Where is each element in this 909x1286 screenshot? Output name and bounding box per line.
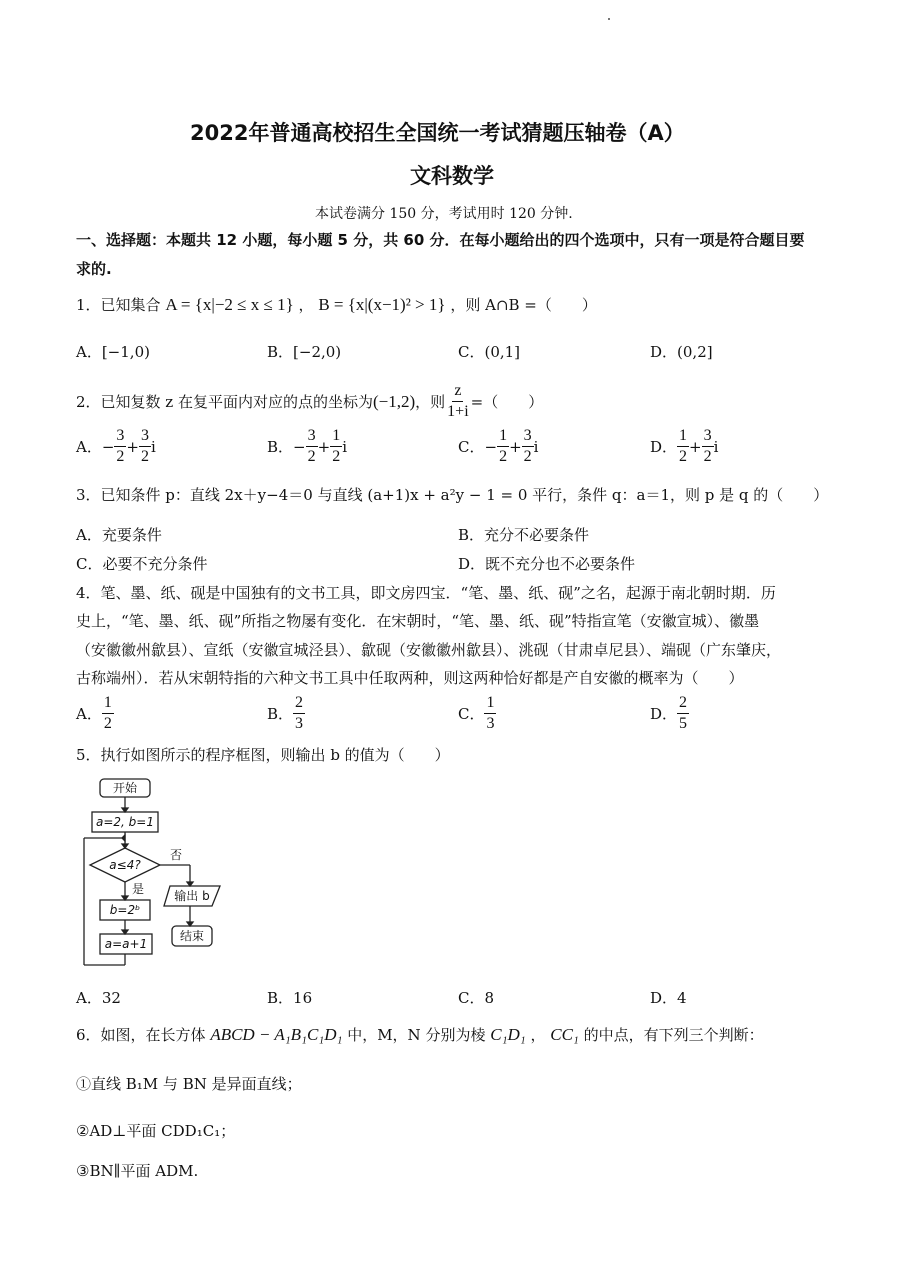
question-4-line-3: （安徽徽州歙县）、宣纸（安徽宣城泾县）、歙砚（安徽徽州歙县）、洮砚（甘肃卓尼县）、端砚（广东肇庆， bbox=[76, 641, 782, 659]
section-heading-cont: 求的. bbox=[76, 260, 112, 278]
q5-option-c: C．8 bbox=[458, 989, 495, 1007]
q1-sep: ， bbox=[298, 296, 314, 314]
q2-option-a: A． − $\frac{3}{2}$ + $\frac{3}{2}$ i bbox=[76, 427, 156, 465]
q2-text-b: ，则 bbox=[415, 393, 446, 411]
q4-option-c: C． $\frac{1}{3}$ bbox=[458, 694, 495, 732]
q1-set-b: B = {x|(x−1)² > 1} bbox=[318, 295, 446, 314]
q4-option-b: B． $\frac{2}{3}$ bbox=[267, 694, 304, 732]
q1-option-d: D．(0,2] bbox=[650, 343, 713, 361]
q2-fraction: $\frac{z}{1+i}$ bbox=[447, 382, 469, 420]
question-4-line-4: 古称端州）．若从宋朝特指的六种文书工具中任取两种，则这两种恰好都是产自安徽的概率为（ ） bbox=[76, 669, 744, 687]
q3-option-c: C．必要不充分条件 bbox=[76, 555, 208, 573]
q2-tail: =（ ） bbox=[470, 393, 544, 411]
q2-option-d: D． $\frac{1}{2}$ + $\frac{3}{2}$ i bbox=[650, 427, 719, 465]
q6-text: 6．如图，在长方体 bbox=[76, 1026, 206, 1044]
q4-option-a: A． $\frac{1}{2}$ bbox=[76, 694, 112, 732]
q2-text: 2．已知复数 z 在复平面内对应的点的坐标为 bbox=[76, 393, 373, 411]
flow-yes: 是 bbox=[132, 882, 145, 896]
question-5: 5．执行如图所示的程序框图，则输出 b 的值为（ ） bbox=[76, 746, 450, 764]
q6-edge-1: C₁D₁ bbox=[490, 1025, 526, 1044]
flow-end: 结束 bbox=[179, 929, 205, 943]
question-1 bbox=[76, 294, 597, 315]
q2-option-b: B． − $\frac{3}{2}$ + $\frac{1}{2}$ i bbox=[267, 427, 347, 465]
q1-tail: ，则 A∩B =（ ） bbox=[450, 296, 597, 314]
q3-option-b: B．充分不必要条件 bbox=[458, 526, 590, 544]
q1-option-a: A．[−1,0) bbox=[76, 343, 150, 361]
q3-option-d: D．既不充分也不必要条件 bbox=[458, 555, 636, 573]
q5-option-d: D．4 bbox=[650, 989, 687, 1007]
scan-dot bbox=[608, 18, 610, 20]
flow-body: b=2ᵇ bbox=[109, 903, 141, 917]
flow-no: 否 bbox=[170, 848, 183, 862]
flow-inc: a=a+1 bbox=[104, 937, 148, 951]
question-4-line-2: 史上，“笔、墨、纸、砚”所指之物屡有变化．在宋朝时，“笔、墨、纸、砚”特指宣笔（安徽宣城）、徽墨 bbox=[76, 612, 760, 630]
question-3: 3．已知条件 p：直线 2x＋y−4＝0 与直线 (a+1)x + a²y − 1 = 0 平行，条件 q：a＝1，则 p 是 q 的（ ） bbox=[76, 486, 829, 504]
q5-option-b: B．16 bbox=[267, 989, 313, 1007]
flow-cond: a≤4? bbox=[109, 858, 141, 872]
page-title: 2022年普通高校招生全国统一考试猜题压轴卷（A） bbox=[190, 121, 685, 145]
q6-item-3: ③BN∥平面 ADM. bbox=[76, 1162, 199, 1180]
exam-note: 本试卷满分 150 分，考试用时 120 分钟. bbox=[315, 206, 573, 222]
q1-option-b: B．[−2,0) bbox=[267, 343, 342, 361]
q6-solid: ABCD − A₁B₁C₁D₁ bbox=[210, 1025, 343, 1044]
q4-option-d: D． $\frac{2}{5}$ bbox=[650, 694, 688, 732]
section-heading: 一、选择题：本题共 12 小题，每小题 5 分，共 60 分．在每小题给出的四个选项中，只有一项是符合题目要 bbox=[76, 231, 805, 249]
question-2 bbox=[76, 381, 543, 422]
q6-item-1: ①直线 B₁M 与 BN 是异面直线； bbox=[76, 1075, 302, 1093]
q5-option-a: A．32 bbox=[76, 989, 121, 1007]
q6-item-2: ②AD⊥平面 CDD₁C₁； bbox=[76, 1122, 236, 1140]
q3-option-a: A．充要条件 bbox=[76, 526, 162, 544]
q1-text: 1．已知集合 bbox=[76, 296, 161, 314]
flow-init: a=2, b=1 bbox=[96, 815, 154, 829]
q1-set-a: A = {x|−2 ≤ x ≤ 1} bbox=[165, 295, 294, 314]
question-6: 6．如图，在长方体 ABCD − A₁B₁C₁D₁ 中，M，N 分别为棱 C₁D₁ ， CC₁ 的中点，有下列三个判断： bbox=[76, 1025, 764, 1044]
flowchart bbox=[78, 775, 238, 975]
flow-output: 输出 b bbox=[174, 889, 210, 903]
question-4-line-1: 4．笔、墨、纸、砚是中国独有的文书工具，即文房四宝．“笔、墨、纸、砚”之名，起源于南北朝时期．历 bbox=[76, 584, 776, 602]
q2-option-c: C． − $\frac{1}{2}$ + $\frac{3}{2}$ i bbox=[458, 427, 539, 465]
page-subtitle: 文科数学 bbox=[410, 164, 494, 188]
q6-edge-2: CC₁ bbox=[550, 1025, 579, 1044]
q2-point: (−1,2) bbox=[372, 391, 416, 411]
q6-text-b: 中，M，N 分别为棱 bbox=[347, 1026, 486, 1044]
q1-option-c: C．(0,1] bbox=[458, 343, 521, 361]
flow-start: 开始 bbox=[112, 781, 138, 795]
q6-tail: 的中点，有下列三个判断： bbox=[583, 1026, 764, 1044]
